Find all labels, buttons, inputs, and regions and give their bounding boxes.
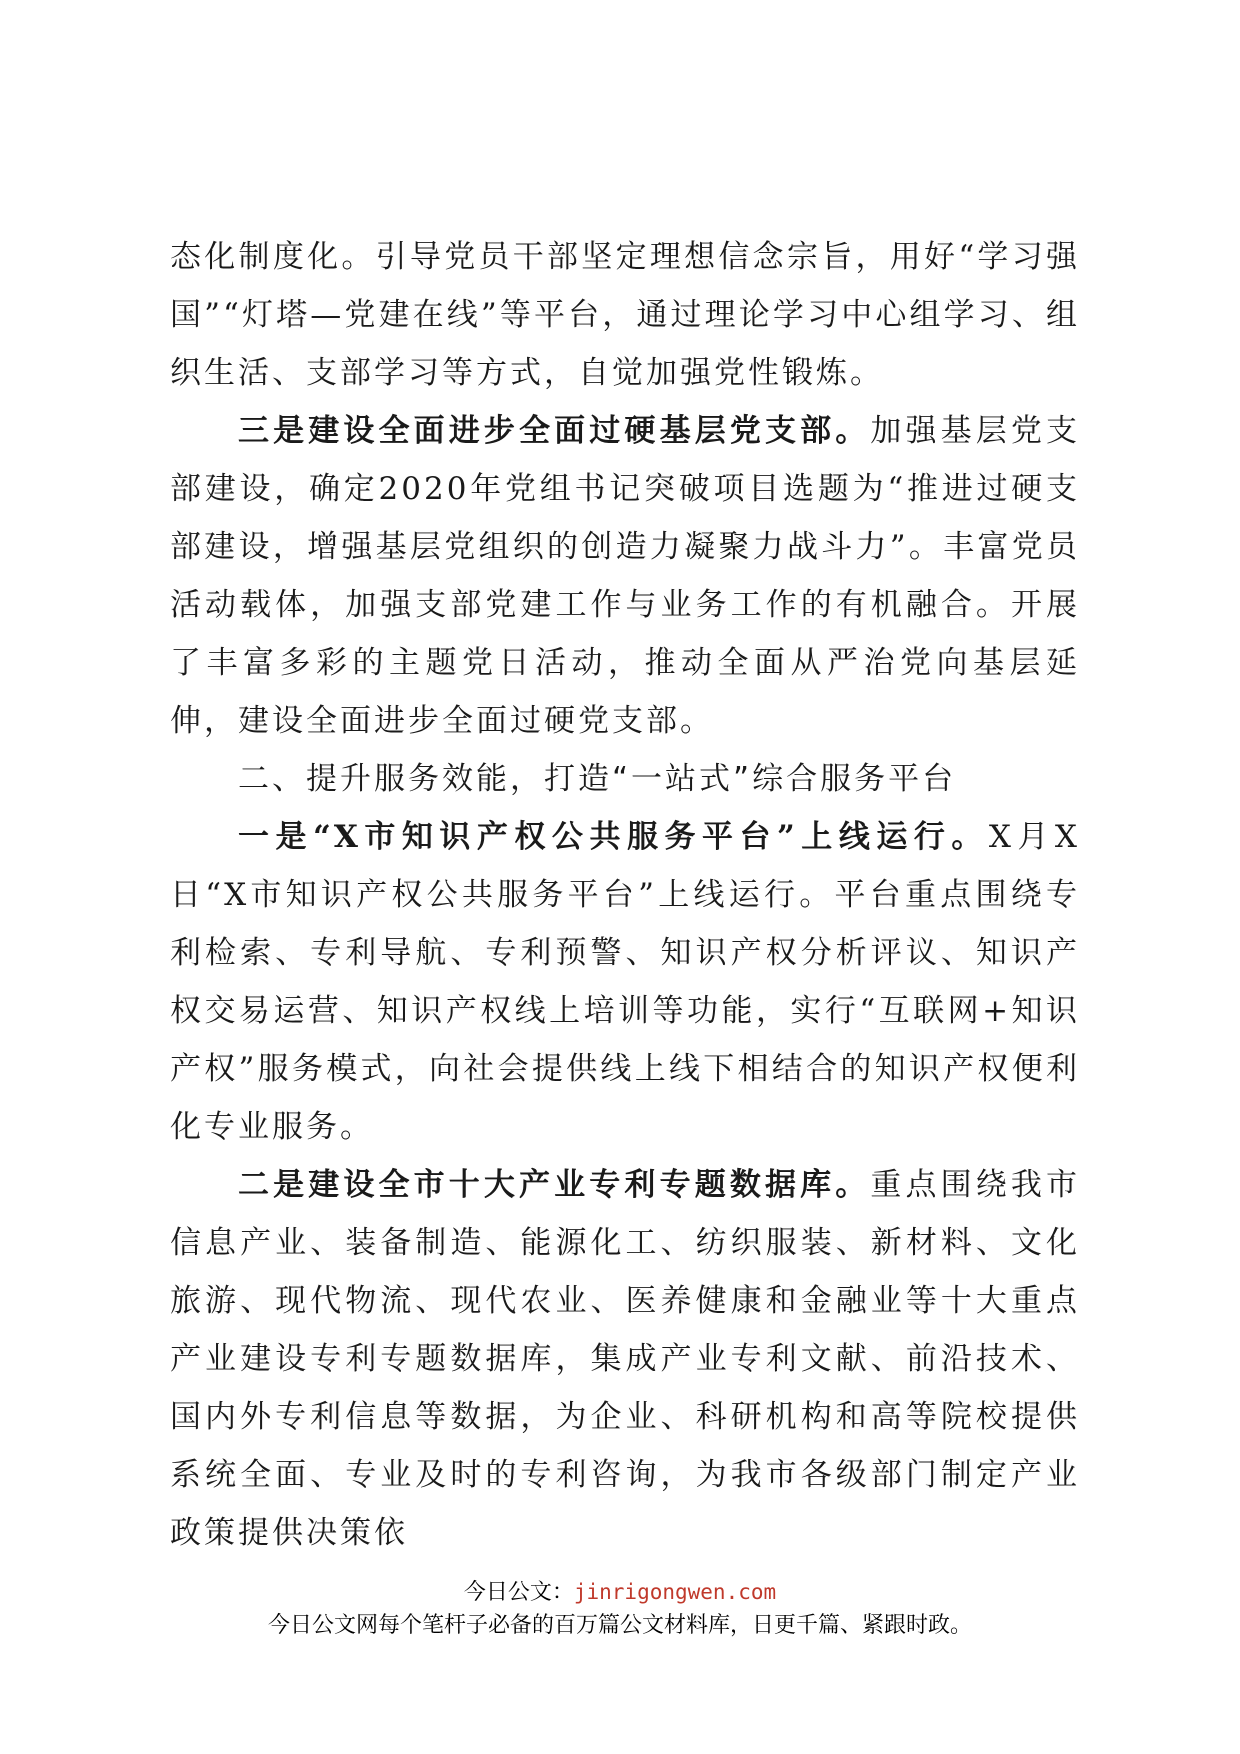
footer-site-label: 今日公文： [463,1580,574,1605]
paragraph-service-platform [170,808,1080,1156]
paragraph-text: 态化制度化。引导党员干部坚定理想信念宗旨，用好“学习强国”“灯塔—党建在线”等平台，通过理论学习中心组学习、组织生活、支部学习等方式，自觉加强党性锻炼。 [170,239,1080,391]
paragraph-patent-database [170,1156,1080,1562]
footer-site-url[interactable]: jinrigongwen.com [573,1580,777,1604]
paragraph-party-branch [170,402,1080,750]
paragraph-lead: 二是建设全市十大产业专利专题数据库。 [238,1167,871,1203]
footer-slogan: 今日公文网每个笔杆子必备的百万篇公文材料库，日更千篇、紧跟时政。 [267,1613,972,1638]
footer-site [0,1577,1240,1608]
document-body [170,228,1080,1562]
paragraph-text: 重点围绕我市信息产业、装备制造、能源化工、纺织服装、新材料、文化旅游、现代物流、现代农业、医养健康和金融业等十大重点产业建设专利专题数据库，集成产业专利文献、前沿技术、国内外专利信息等数据，为企业、科研机构和高等院校提供系统全面、专业及时的专利咨询，为我市各级部门制定产业政策提供决策依 [170,1167,1081,1551]
paragraph-continuation [170,228,1080,402]
section-heading: 二、提升服务效能，打造“一站式”综合服务平台 [238,761,957,797]
paragraph-lead: 一是“X市知识产权公共服务平台”上线运行。 [238,819,989,855]
paragraph-text: X月X日“X市知识产权公共服务平台”上线运行。平台重点围绕专利检索、专利导航、专利预警、知识产权分析评议、知识产权交易运营、知识产权线上培训等功能，实行“互联网+知识产权”服务模式，向社会提供线上线下相结合的知识产权便利化专业服务。 [170,819,1080,1145]
paragraph-lead: 三是建设全面进步全面过硬基层党支部。 [238,413,871,449]
paragraph-text: 加强基层党支部建设，确定2020年党组书记突破项目选题为“推进过硬支部建设，增强基层党组织的创造力凝聚力战斗力”。丰富党员活动载体，加强支部党建工作与业务工作的有机融合。开展了丰富多彩的主题党日活动，推动全面从严治党向基层延伸，建设全面进步全面过硬党支部。 [170,413,1081,739]
